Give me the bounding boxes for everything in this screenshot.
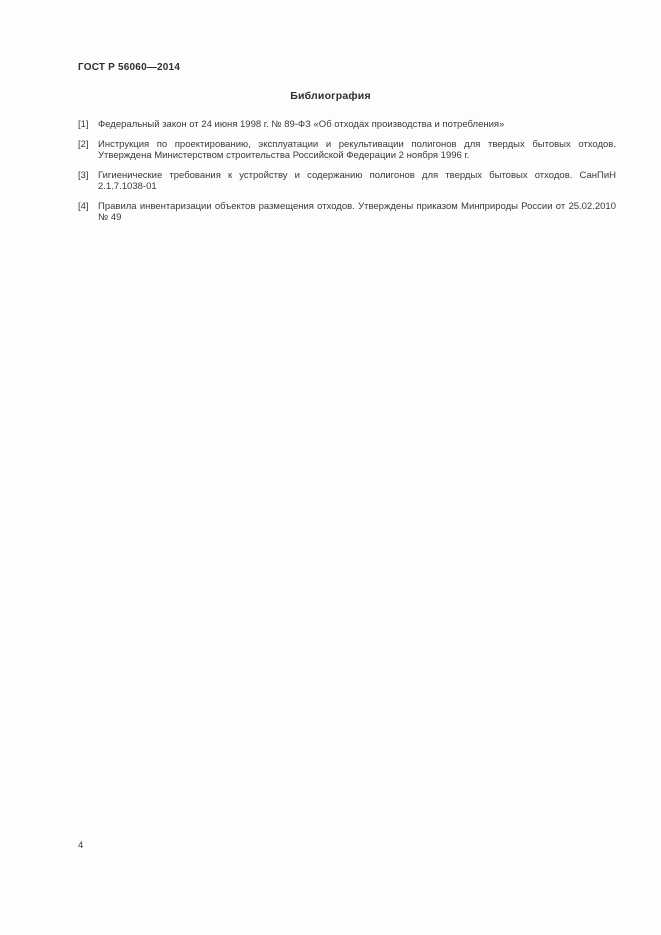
bibliography-entry bbox=[78, 170, 616, 192]
bibliography-entry bbox=[78, 119, 616, 130]
entry-text: Правила инвентаризации объектов размещения отходов. Утверждены приказом Минприроды России от 25.02.2010 № 49 bbox=[98, 201, 616, 223]
page-title: Библиография bbox=[290, 90, 371, 102]
entry-text: Инструкция по проектированию, эксплуатации и рекультивации полигонов для твердых бытовых отходов. Утверждена Министерством строительства Российской Федерации 2 ноября 1996 г. bbox=[98, 139, 616, 161]
bibliography-entry bbox=[78, 201, 616, 223]
document-header: ГОСТ Р 56060—2014 bbox=[78, 62, 181, 73]
entry-text: Федеральный закон от 24 июня 1998 г. № 89-ФЗ «Об отходах производства и потребления» bbox=[98, 119, 505, 130]
entry-text: Гигиенические требования к устройству и содержанию полигонов для твердых бытовых отходов. СанПиН 2.1.7.1038-01 bbox=[98, 170, 616, 192]
page-number: 4 bbox=[78, 840, 84, 851]
entry-number: [2] bbox=[78, 139, 89, 150]
entry-number: [4] bbox=[78, 201, 89, 212]
bibliography-list bbox=[78, 119, 616, 232]
bibliography-entry bbox=[78, 139, 616, 161]
entry-number: [3] bbox=[78, 170, 89, 181]
entry-number: [1] bbox=[78, 119, 89, 130]
